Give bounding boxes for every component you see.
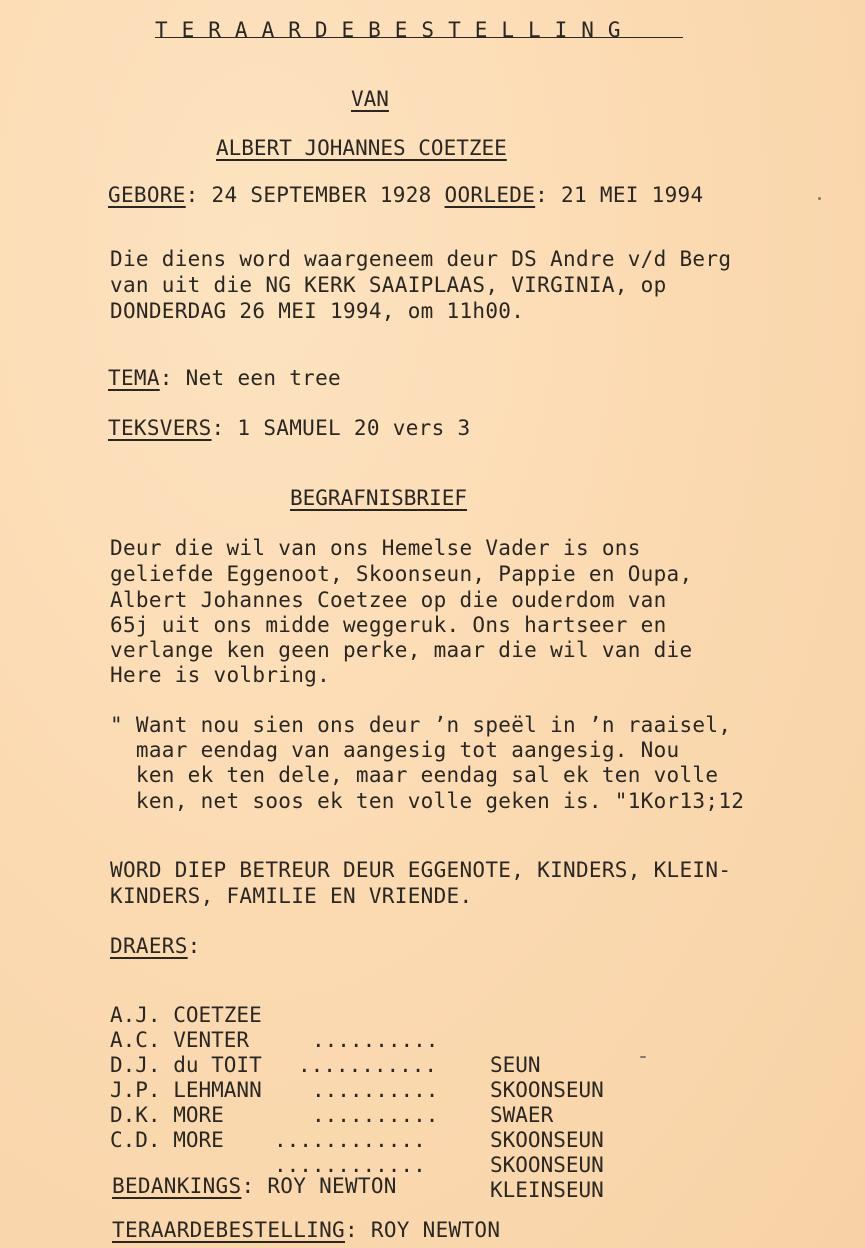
letter-heading: BEGRAFNISBRIEF: [290, 486, 468, 510]
died-value: : 21 MEI 1994: [535, 183, 704, 207]
theme-label: TEMA: [108, 366, 160, 390]
letter-line-5: verlange ken geen perke, maar die wil van die: [110, 638, 693, 662]
document-title: [155, 14, 683, 44]
bearer-relation: SKOONSEUN: [490, 1128, 604, 1152]
text-verse-value: : 1 SAMUEL 20 vers 3: [211, 416, 471, 440]
bearer-name: D.J. du TOIT: [110, 1053, 262, 1077]
text-verse-line: [108, 415, 470, 441]
service-line-1: Die diens word waargeneem deur DS Andre v/d Berg: [110, 247, 732, 271]
print-speck: [818, 197, 821, 200]
dates-line: [108, 182, 703, 208]
born-value: : 24 SEPTEMBER 1928: [185, 183, 445, 207]
thanks-line: [112, 1173, 397, 1199]
bearer-dots: ...........: [298, 1053, 438, 1077]
bearer-dots: ............: [274, 1153, 426, 1177]
bearer-relation: SKOONSEUN: [490, 1153, 604, 1177]
bearer-name: D.K. MORE: [110, 1103, 224, 1127]
deceased-name: ALBERT JOHANNES COETZEE: [216, 136, 507, 160]
letter-line-1: Deur die wil van ons Hemelse Vader is ons: [110, 536, 641, 560]
burial-label: TERAARDEBESTELLING: [112, 1218, 345, 1242]
letter-line-3: Albert Johannes Coetzee op die ouderdom van: [110, 588, 667, 612]
quote-line-4: ken, net soos ek ten volle geken is. "1Kor13;12: [110, 789, 745, 813]
bearer-dots: ..........: [312, 1103, 439, 1127]
print-speck: [640, 1056, 646, 1058]
bearer-dots: ..........: [312, 1028, 439, 1052]
bearers-heading: [110, 933, 201, 959]
bearer-name: C.D. MORE: [110, 1128, 224, 1152]
bearer-name: A.J. COETZEE: [110, 1003, 262, 1027]
text-verse-label: TEKSVERS: [108, 416, 212, 440]
died-label: OORLEDE: [444, 183, 536, 207]
theme-line: [108, 365, 341, 391]
born-label: GEBORE: [108, 183, 186, 207]
thanks-value: : ROY NEWTON: [241, 1174, 397, 1198]
bearers-label-suffix: :: [187, 934, 201, 958]
bearer-relation: SKOONSEUN: [490, 1078, 604, 1102]
letter-line-2: geliefde Eggenoot, Skoonseun, Pappie en Oupa,: [110, 562, 693, 586]
quote-line-3: ken ek ten dele, maar eendag sal ek ten volle: [110, 763, 719, 787]
document-title-text: TERAARDEBESTELLING: [155, 18, 635, 42]
bearer-name: J.P. LEHMANN: [110, 1078, 262, 1102]
bearer-dots: ..........: [312, 1078, 439, 1102]
theme-value: : Net een tree: [159, 366, 341, 390]
bearer-relation: SEUN: [490, 1053, 541, 1077]
quote-line-1: " Want nou sien ons deur ʼn speël in ʼn raaisel,: [110, 713, 732, 737]
service-line-2: van uit die NG KERK SAAIPLAAS, VIRGINIA, op: [110, 273, 667, 297]
quote-line-2: maar eendag van aangesig tot aangesig. Nou: [110, 738, 680, 762]
thanks-label: BEDANKINGS: [112, 1174, 242, 1198]
burial-line: [112, 1217, 500, 1243]
bearer-name: A.C. VENTER: [110, 1028, 250, 1052]
bearers-label: DRAERS: [110, 934, 188, 958]
bearer-relation: SWAER: [490, 1103, 554, 1127]
service-line-3: DONDERDAG 26 MEI 1994, om 11h00.: [110, 299, 525, 323]
title-underline: [155, 37, 683, 38]
burial-value: : ROY NEWTON: [344, 1218, 501, 1242]
mourners-line-1: WORD DIEP BETREUR DEUR EGGENOTE, KINDERS, KLEIN-: [110, 858, 732, 882]
bearer-dots: ............: [274, 1128, 426, 1152]
letter-line-6: Here is volbring.: [110, 663, 331, 687]
letter-line-4: 65j uit ons midde weggeruk. Ons hartseer en: [110, 613, 667, 637]
van-heading: VAN: [351, 87, 389, 111]
bearer-relation: KLEINSEUN: [490, 1178, 604, 1202]
mourners-line-2: KINDERS, FAMILIE EN VRIENDE.: [110, 884, 473, 908]
